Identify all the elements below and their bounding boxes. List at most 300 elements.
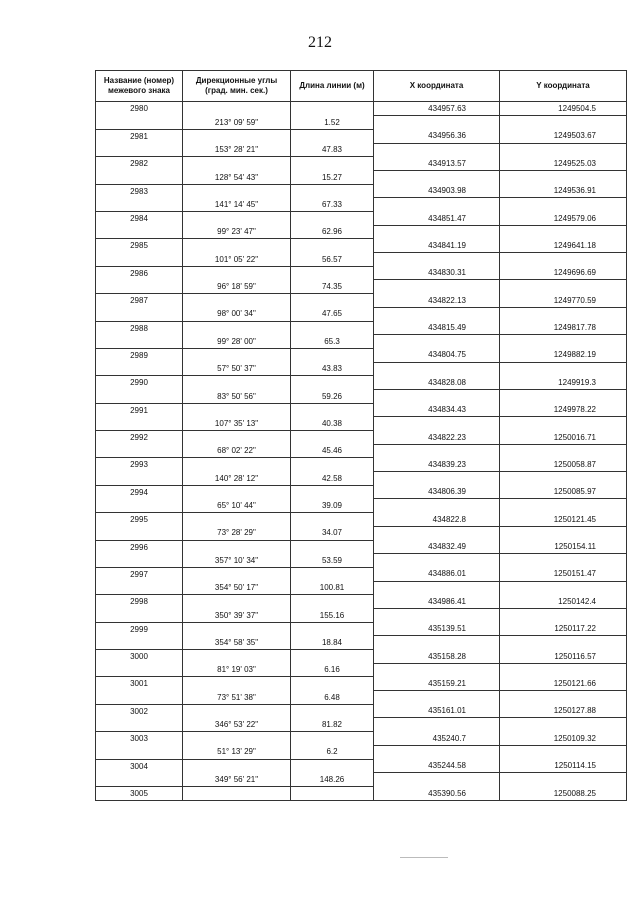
empty-cell [96, 253, 183, 267]
empty-cell [183, 157, 291, 171]
y-coordinate-cell: 1249978.22 [500, 403, 627, 417]
empty-cell [500, 335, 627, 349]
empty-cell [291, 129, 374, 143]
direction-angle-cell: 354° 58' 35" [183, 636, 291, 650]
line-length-cell: 40.38 [291, 417, 374, 431]
table-row [96, 499, 627, 513]
table-row [96, 184, 627, 198]
empty-cell [291, 567, 374, 581]
empty-cell [291, 431, 374, 445]
y-coordinate-cell: 1249770.59 [500, 294, 627, 308]
empty-cell [374, 444, 500, 458]
x-coordinate-cell: 434815.49 [374, 321, 500, 335]
empty-cell [500, 554, 627, 568]
empty-cell [374, 253, 500, 267]
empty-cell [291, 321, 374, 335]
line-length-cell: 47.65 [291, 307, 374, 321]
empty-cell [183, 485, 291, 499]
point-name-cell: 2998 [96, 595, 183, 609]
table-row [96, 663, 627, 677]
table-row [96, 417, 627, 431]
empty-cell [183, 704, 291, 718]
line-length-cell: 6.48 [291, 691, 374, 705]
y-coordinate-cell: 1249536.91 [500, 184, 627, 198]
point-name-cell: 2986 [96, 266, 183, 280]
x-coordinate-cell: 434822.13 [374, 294, 500, 308]
table-row [96, 198, 627, 212]
empty-cell [500, 773, 627, 787]
y-coordinate-cell: 1249504.5 [500, 102, 627, 116]
line-length-cell: 53.59 [291, 554, 374, 568]
empty-cell [183, 403, 291, 417]
direction-angle-cell: 81° 19' 03" [183, 663, 291, 677]
direction-angle-cell: 153° 28' 21" [183, 143, 291, 157]
table-row [96, 348, 627, 362]
empty-cell [374, 636, 500, 650]
boundary-coordinates-table [95, 70, 627, 801]
header-direction-angle: Дирекционные углы (град. мин. сек.) [183, 71, 291, 102]
table-row [96, 266, 627, 280]
x-coordinate-cell: 434804.75 [374, 348, 500, 362]
table-row [96, 554, 627, 568]
direction-angle-cell: 73° 51' 38" [183, 691, 291, 705]
empty-cell [500, 389, 627, 403]
x-coordinate-cell: 434806.39 [374, 485, 500, 499]
empty-cell [500, 307, 627, 321]
x-coordinate-cell: 435159.21 [374, 677, 500, 691]
x-coordinate-cell: 434851.47 [374, 212, 500, 226]
empty-cell [374, 389, 500, 403]
y-coordinate-cell: 1250116.57 [500, 650, 627, 664]
empty-cell [374, 362, 500, 376]
empty-cell [183, 239, 291, 253]
empty-cell [183, 786, 291, 800]
empty-cell [183, 622, 291, 636]
x-coordinate-cell: 434834.43 [374, 403, 500, 417]
point-name-cell: 2982 [96, 157, 183, 171]
y-coordinate-cell: 1250016.71 [500, 431, 627, 445]
empty-cell [374, 143, 500, 157]
line-length-cell: 15.27 [291, 170, 374, 184]
y-coordinate-cell: 1249882.19 [500, 348, 627, 362]
table-body [96, 102, 627, 801]
empty-cell [500, 663, 627, 677]
direction-angle-cell: 57° 50' 37" [183, 362, 291, 376]
empty-cell [96, 663, 183, 677]
empty-cell [96, 691, 183, 705]
empty-cell [96, 499, 183, 513]
y-coordinate-cell: 1249696.69 [500, 266, 627, 280]
empty-cell [374, 608, 500, 622]
empty-cell [291, 622, 374, 636]
empty-cell [374, 718, 500, 732]
empty-cell [183, 266, 291, 280]
direction-angle-cell: 99° 23' 47" [183, 225, 291, 239]
empty-cell [374, 691, 500, 705]
x-coordinate-cell: 434830.31 [374, 266, 500, 280]
empty-cell [183, 212, 291, 226]
x-coordinate-cell: 434832.49 [374, 540, 500, 554]
empty-cell [500, 417, 627, 431]
line-length-cell: 43.83 [291, 362, 374, 376]
table-row [96, 677, 627, 691]
table-row [96, 225, 627, 239]
line-length-cell: 1.52 [291, 116, 374, 130]
empty-cell [183, 567, 291, 581]
empty-cell [291, 513, 374, 527]
point-name-cell: 2989 [96, 348, 183, 362]
table-row [96, 650, 627, 664]
table-row [96, 732, 627, 746]
x-coordinate-cell: 434839.23 [374, 458, 500, 472]
empty-cell [96, 636, 183, 650]
table-row [96, 335, 627, 349]
direction-angle-cell: 213° 09' 59" [183, 116, 291, 130]
line-length-cell: 47.83 [291, 143, 374, 157]
point-name-cell: 2981 [96, 129, 183, 143]
line-length-cell: 74.35 [291, 280, 374, 294]
empty-cell [96, 335, 183, 349]
x-coordinate-cell: 434957.63 [374, 102, 500, 116]
empty-cell [500, 472, 627, 486]
direction-angle-cell: 51° 13' 29" [183, 745, 291, 759]
empty-cell [96, 307, 183, 321]
empty-cell [183, 759, 291, 773]
direction-angle-cell: 140° 28' 12" [183, 472, 291, 486]
y-coordinate-cell: 1250058.87 [500, 458, 627, 472]
point-name-cell: 2992 [96, 431, 183, 445]
empty-cell [500, 499, 627, 513]
empty-cell [96, 198, 183, 212]
table-row [96, 170, 627, 184]
empty-cell [183, 431, 291, 445]
empty-cell [96, 526, 183, 540]
direction-angle-cell: 141° 14' 45" [183, 198, 291, 212]
empty-cell [291, 677, 374, 691]
empty-cell [291, 732, 374, 746]
x-coordinate-cell: 434822.23 [374, 431, 500, 445]
empty-cell [96, 417, 183, 431]
y-coordinate-cell: 1249817.78 [500, 321, 627, 335]
empty-cell [183, 348, 291, 362]
empty-cell [374, 472, 500, 486]
empty-cell [500, 143, 627, 157]
table-row [96, 307, 627, 321]
direction-angle-cell: 73° 28' 29" [183, 526, 291, 540]
empty-cell [374, 526, 500, 540]
empty-cell [291, 376, 374, 390]
x-coordinate-cell: 435390.56 [374, 786, 500, 800]
empty-cell [96, 280, 183, 294]
y-coordinate-cell: 1249525.03 [500, 157, 627, 171]
line-length-cell: 34.07 [291, 526, 374, 540]
table-row [96, 718, 627, 732]
empty-cell [291, 157, 374, 171]
direction-angle-cell: 101° 05' 22" [183, 253, 291, 267]
empty-cell [500, 198, 627, 212]
point-name-cell: 3001 [96, 677, 183, 691]
table-row [96, 280, 627, 294]
empty-cell [96, 745, 183, 759]
empty-cell [96, 143, 183, 157]
table-row [96, 403, 627, 417]
direction-angle-cell: 350° 39' 37" [183, 608, 291, 622]
y-coordinate-cell: 1249503.67 [500, 129, 627, 143]
table-row [96, 567, 627, 581]
direction-angle-cell: 96° 18' 59" [183, 280, 291, 294]
table-row [96, 691, 627, 705]
empty-cell [500, 691, 627, 705]
header-point-name: Название (номер) межевого знака [96, 71, 183, 102]
point-name-cell: 3000 [96, 650, 183, 664]
empty-cell [374, 198, 500, 212]
table-row [96, 362, 627, 376]
header-x-coordinate: X координата [374, 71, 500, 102]
table-row [96, 239, 627, 253]
x-coordinate-cell: 434913.57 [374, 157, 500, 171]
table-row [96, 622, 627, 636]
y-coordinate-cell: 1249919.3 [500, 376, 627, 390]
direction-angle-cell: 68° 02' 22" [183, 444, 291, 458]
empty-cell [183, 540, 291, 554]
point-name-cell: 3003 [96, 732, 183, 746]
x-coordinate-cell: 435139.51 [374, 622, 500, 636]
empty-cell [291, 403, 374, 417]
point-name-cell: 2985 [96, 239, 183, 253]
line-length-cell: 45.46 [291, 444, 374, 458]
empty-cell [374, 663, 500, 677]
empty-cell [183, 376, 291, 390]
table-row [96, 444, 627, 458]
empty-cell [183, 102, 291, 116]
table-row [96, 485, 627, 499]
line-length-cell: 81.82 [291, 718, 374, 732]
line-length-cell: 100.81 [291, 581, 374, 595]
point-name-cell: 2996 [96, 540, 183, 554]
empty-cell [183, 595, 291, 609]
table-row [96, 129, 627, 143]
empty-cell [291, 239, 374, 253]
line-length-cell: 56.57 [291, 253, 374, 267]
direction-angle-cell: 65° 10' 44" [183, 499, 291, 513]
direction-angle-cell: 354° 50' 17" [183, 581, 291, 595]
empty-cell [374, 499, 500, 513]
line-length-cell: 155.16 [291, 608, 374, 622]
empty-cell [96, 773, 183, 787]
table-row [96, 636, 627, 650]
y-coordinate-cell: 1250142.4 [500, 595, 627, 609]
direction-angle-cell: 98° 00' 34" [183, 307, 291, 321]
table-row [96, 376, 627, 390]
point-name-cell: 2995 [96, 513, 183, 527]
point-name-cell: 2993 [96, 458, 183, 472]
empty-cell [500, 745, 627, 759]
x-coordinate-cell: 434956.36 [374, 129, 500, 143]
y-coordinate-cell: 1250154.11 [500, 540, 627, 554]
empty-cell [500, 636, 627, 650]
table-row [96, 745, 627, 759]
header-line-length: Длина линии (м) [291, 71, 374, 102]
empty-cell [500, 718, 627, 732]
point-name-cell: 2983 [96, 184, 183, 198]
empty-cell [291, 184, 374, 198]
empty-cell [96, 581, 183, 595]
line-length-cell: 6.2 [291, 745, 374, 759]
point-name-cell: 2980 [96, 102, 183, 116]
empty-cell [96, 608, 183, 622]
direction-angle-cell: 357° 10' 34" [183, 554, 291, 568]
x-coordinate-cell: 434828.08 [374, 376, 500, 390]
page-number: 212 [308, 34, 332, 51]
line-length-cell: 42.58 [291, 472, 374, 486]
y-coordinate-cell: 1250127.88 [500, 704, 627, 718]
empty-cell [183, 677, 291, 691]
empty-cell [374, 335, 500, 349]
empty-cell [500, 526, 627, 540]
empty-cell [291, 294, 374, 308]
point-name-cell: 2997 [96, 567, 183, 581]
table-row [96, 102, 627, 116]
empty-cell [500, 444, 627, 458]
table-row [96, 513, 627, 527]
line-length-cell: 62.96 [291, 225, 374, 239]
line-length-cell: 18.84 [291, 636, 374, 650]
table-row [96, 786, 627, 800]
empty-cell [374, 225, 500, 239]
point-name-cell: 3004 [96, 759, 183, 773]
table-row [96, 608, 627, 622]
empty-cell [183, 650, 291, 664]
table-row [96, 581, 627, 595]
empty-cell [500, 170, 627, 184]
empty-cell [291, 704, 374, 718]
empty-cell [500, 116, 627, 130]
table-row [96, 595, 627, 609]
empty-cell [291, 540, 374, 554]
direction-angle-cell: 349° 56' 21" [183, 773, 291, 787]
empty-cell [291, 102, 374, 116]
table-header-row [96, 71, 627, 102]
table-row [96, 294, 627, 308]
empty-cell [291, 212, 374, 226]
empty-cell [96, 170, 183, 184]
point-name-cell: 2984 [96, 212, 183, 226]
empty-cell [183, 732, 291, 746]
empty-cell [96, 472, 183, 486]
direction-angle-cell: 99° 28' 00" [183, 335, 291, 349]
empty-cell [500, 280, 627, 294]
point-name-cell: 3005 [96, 786, 183, 800]
table-row [96, 773, 627, 787]
line-length-cell: 59.26 [291, 389, 374, 403]
empty-cell [500, 253, 627, 267]
empty-cell [291, 266, 374, 280]
empty-cell [183, 321, 291, 335]
empty-cell [183, 294, 291, 308]
table-row [96, 212, 627, 226]
y-coordinate-cell: 1250088.25 [500, 786, 627, 800]
table-row [96, 540, 627, 554]
empty-cell [500, 225, 627, 239]
y-coordinate-cell: 1250117.22 [500, 622, 627, 636]
empty-cell [291, 458, 374, 472]
empty-cell [374, 170, 500, 184]
empty-cell [96, 444, 183, 458]
y-coordinate-cell: 1250151.47 [500, 567, 627, 581]
empty-cell [291, 595, 374, 609]
y-coordinate-cell: 1250114.15 [500, 759, 627, 773]
empty-cell [96, 718, 183, 732]
direction-angle-cell: 346° 53' 22" [183, 718, 291, 732]
point-name-cell: 2999 [96, 622, 183, 636]
direction-angle-cell: 128° 54' 43" [183, 170, 291, 184]
table-row [96, 472, 627, 486]
empty-cell [291, 786, 374, 800]
point-name-cell: 2987 [96, 294, 183, 308]
y-coordinate-cell: 1250121.45 [500, 513, 627, 527]
empty-cell [374, 116, 500, 130]
empty-cell [374, 554, 500, 568]
empty-cell [96, 225, 183, 239]
x-coordinate-cell: 434822.8 [374, 513, 500, 527]
x-coordinate-cell: 434841.19 [374, 239, 500, 253]
point-name-cell: 2988 [96, 321, 183, 335]
table-row [96, 389, 627, 403]
empty-cell [291, 759, 374, 773]
empty-cell [96, 362, 183, 376]
table-row [96, 704, 627, 718]
table-row [96, 526, 627, 540]
empty-cell [96, 389, 183, 403]
direction-angle-cell: 83° 50' 56" [183, 389, 291, 403]
table-row [96, 431, 627, 445]
footer-rule [400, 857, 448, 858]
empty-cell [500, 608, 627, 622]
empty-cell [374, 280, 500, 294]
table-row [96, 116, 627, 130]
empty-cell [500, 362, 627, 376]
line-length-cell: 6.16 [291, 663, 374, 677]
empty-cell [291, 485, 374, 499]
line-length-cell: 65.3 [291, 335, 374, 349]
empty-cell [374, 745, 500, 759]
table-row [96, 759, 627, 773]
x-coordinate-cell: 435240.7 [374, 732, 500, 746]
header-y-coordinate: Y координата [500, 71, 627, 102]
line-length-cell: 148.26 [291, 773, 374, 787]
line-length-cell: 39.09 [291, 499, 374, 513]
table-row [96, 157, 627, 171]
y-coordinate-cell: 1250109.32 [500, 732, 627, 746]
table-row [96, 321, 627, 335]
line-length-cell: 67.33 [291, 198, 374, 212]
empty-cell [291, 348, 374, 362]
x-coordinate-cell: 435158.28 [374, 650, 500, 664]
empty-cell [183, 184, 291, 198]
empty-cell [500, 581, 627, 595]
y-coordinate-cell: 1250085.97 [500, 485, 627, 499]
table-row [96, 253, 627, 267]
point-name-cell: 2991 [96, 403, 183, 417]
point-name-cell: 3002 [96, 704, 183, 718]
direction-angle-cell: 107° 35' 13" [183, 417, 291, 431]
empty-cell [183, 129, 291, 143]
empty-cell [183, 458, 291, 472]
table-row [96, 458, 627, 472]
empty-cell [374, 581, 500, 595]
y-coordinate-cell: 1250121.66 [500, 677, 627, 691]
empty-cell [96, 116, 183, 130]
